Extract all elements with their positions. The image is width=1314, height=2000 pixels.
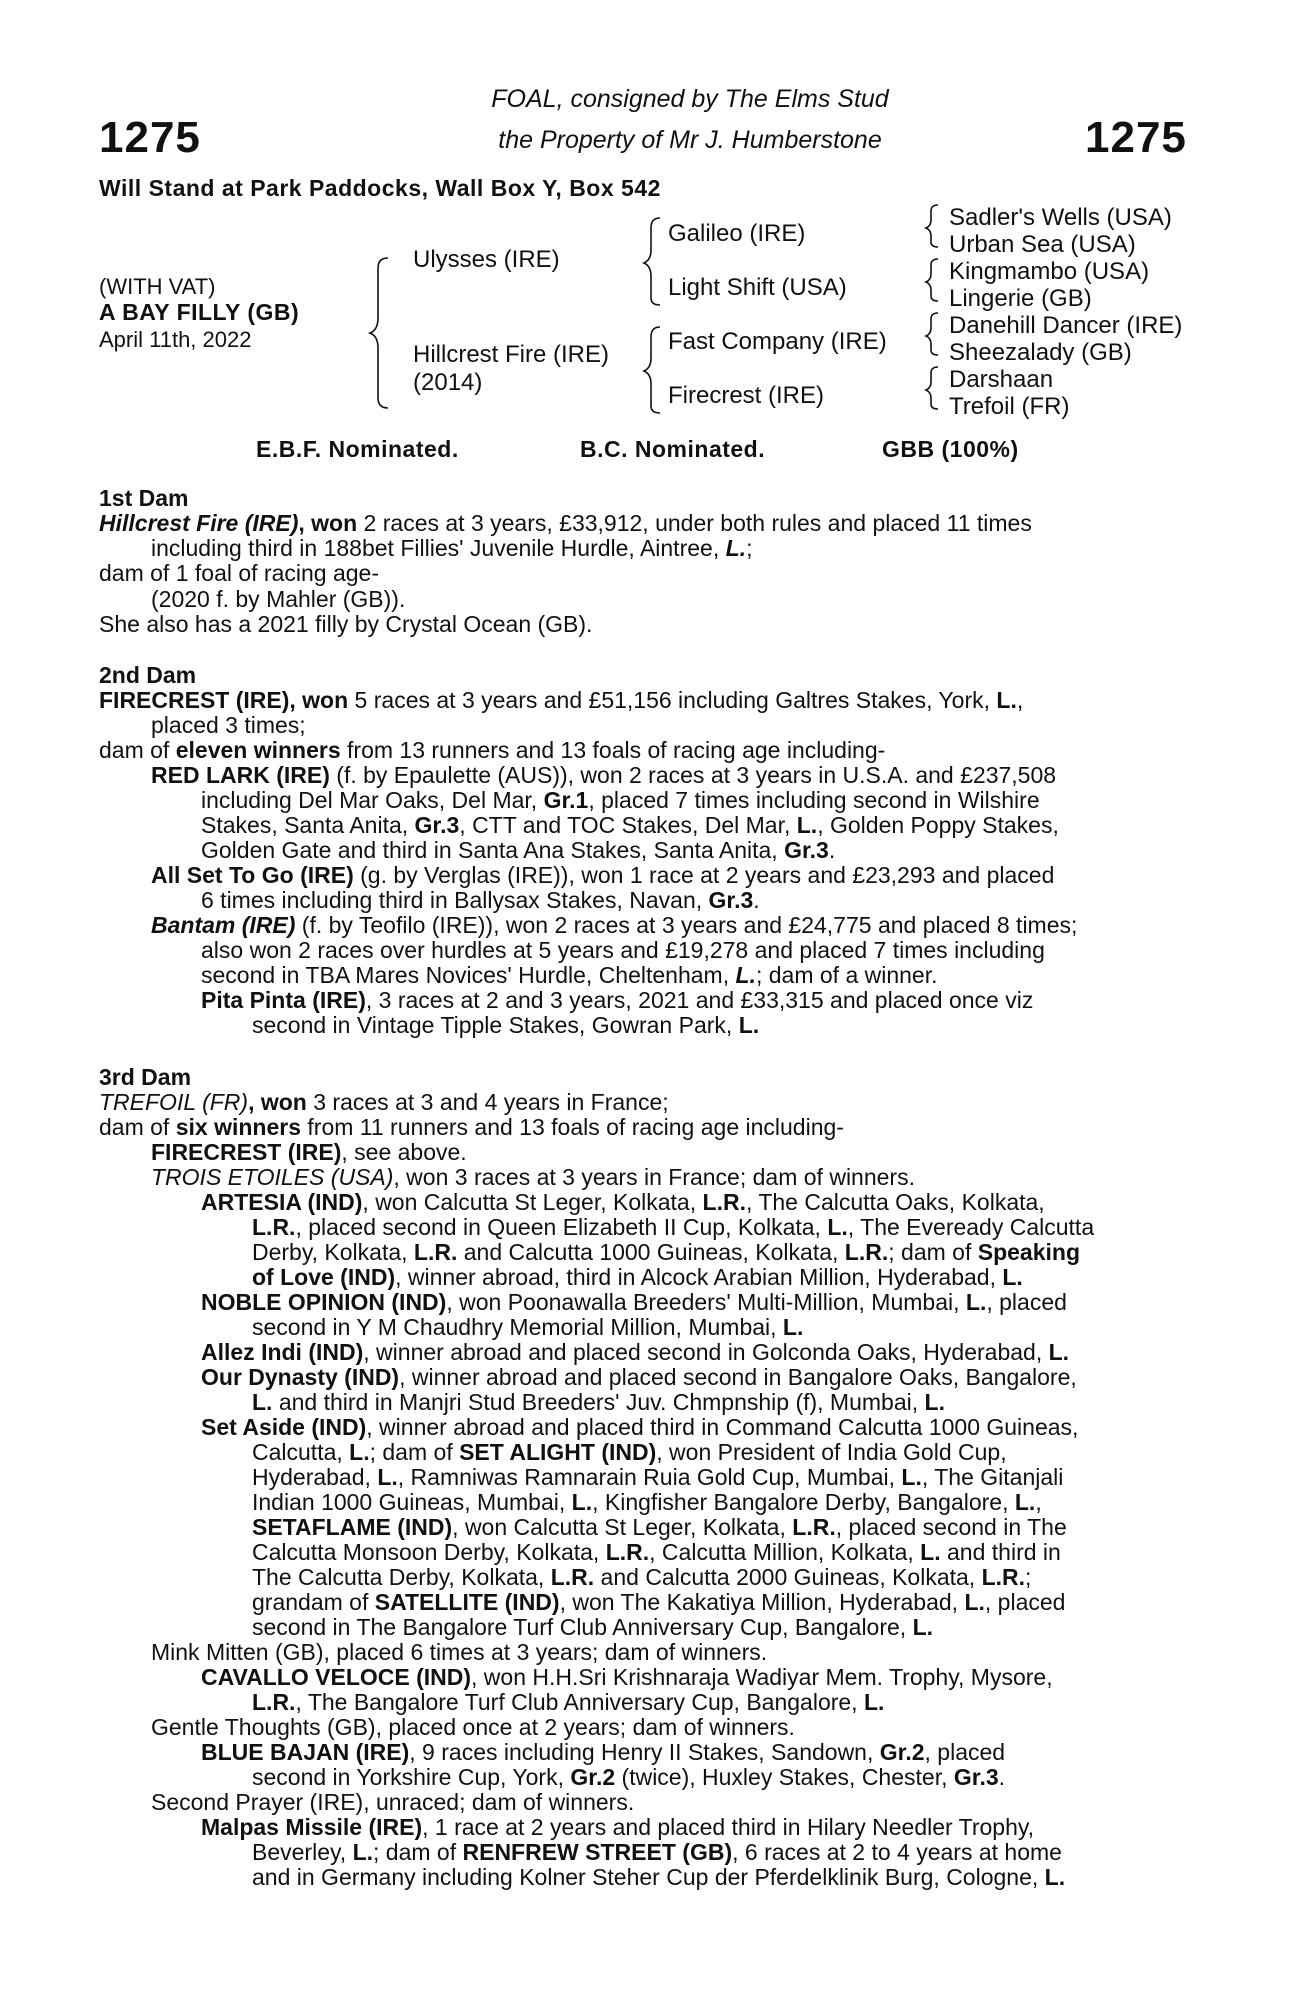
set-aside-line-3: Hyderabad, L., Ramniwas Ramnarain Ruia Gold Cup, Mumbai, L., The Gitanjali [252, 1464, 1064, 1490]
pedigree-sss: Sadler's Wells (USA) [949, 204, 1172, 231]
ebf-nominated: E.B.F. Nominated. [256, 436, 459, 462]
red-lark-line-3: Stakes, Santa Anita, Gr.3, CTT and TOC Stakes, Del Mar, L., Golden Poppy Stakes, [201, 812, 1059, 838]
trois-etoiles: TROIS ETOILES (USA), won 3 races at 3 years in France; dam of winners. [151, 1164, 915, 1190]
set-aside-line-4: Indian 1000 Guineas, Mumbai, L., Kingfisher Bangalore Derby, Bangalore, L., [252, 1489, 1042, 1515]
noble-opinion-line-2: second in Y M Chaudhry Memorial Million, Mumbai, L. [252, 1314, 804, 1340]
set-aside-line-6: Calcutta Monsoon Derby, Kolkata, L.R., Calcutta Million, Kolkata, L. and third in [252, 1539, 1061, 1565]
pedigree-sds: Kingmambo (USA) [949, 258, 1150, 285]
all-set-line-1: All Set To Go (IRE) (g. by Verglas (IRE)), won 1 race at 2 years and £23,293 and placed [151, 862, 1055, 888]
cavallo-veloce-line-2: L.R., The Bangalore Turf Club Anniversary Cup, Bangalore, L. [252, 1689, 885, 1715]
mink-mitten: Mink Mitten (GB), placed 6 times at 3 years; dam of winners. [151, 1639, 768, 1665]
second-dam-title: 2nd Dam [99, 662, 197, 688]
bantam-line-3: second in TBA Mares Novices' Hurdle, Cheltenham, L.; dam of a winner. [201, 962, 938, 988]
pedigree-ddd: Trefoil (FR) [949, 393, 1070, 420]
pedigree-dsd: Sheezalady (GB) [949, 339, 1132, 366]
artesia-line-2: L.R., placed second in Queen Elizabeth II Cup, Kolkata, L., The Eveready Calcutta [252, 1214, 1095, 1240]
malpas-missile-line-1: Malpas Missile (IRE), 1 race at 2 years and placed third in Hilary Needler Trophy, [201, 1814, 1035, 1840]
noble-opinion-line-1: NOBLE OPINION (IND), won Poonawalla Breeders' Multi-Million, Mumbai, L., placed [201, 1289, 1067, 1315]
pedigree-dss: Danehill Dancer (IRE) [949, 312, 1183, 339]
blue-bajan-line-1: BLUE BAJAN (IRE), 9 races including Henry II Stakes, Sandown, Gr.2, placed [201, 1739, 1006, 1765]
malpas-missile-line-3: and in Germany including Kolner Steher Cup der Pferdelklinik Burg, Cologne, L. [252, 1864, 1066, 1890]
stand-line: Will Stand at Park Paddocks, Wall Box Y, Box 542 [99, 175, 661, 201]
pedigree-dam-year: (2014) [413, 369, 483, 396]
first-dam-line-5: She also has a 2021 filly by Crystal Ocean (GB). [99, 611, 593, 637]
gbb-rating: GBB (100%) [882, 436, 1019, 462]
bantam-line-1: Bantam (IRE) (f. by Teofilo (IRE)), won 2 races at 3 years and £24,775 and placed 8 times; [151, 912, 1078, 938]
set-aside-line-8: grandam of SATELLITE (IND), won The Kakatiya Million, Hyderabad, L., placed [252, 1589, 1066, 1615]
pedigree-dds: Darshaan [949, 366, 1054, 393]
red-lark-line-4: Golden Gate and third in Santa Ana Stakes, Santa Anita, Gr.3. [201, 837, 836, 863]
pedigree-dam: Hillcrest Fire (IRE) [413, 341, 609, 368]
pedigree-sire-dam: Light Shift (USA) [668, 274, 847, 301]
first-dam-line-2: including third in 188bet Fillies' Juvenile Hurdle, Aintree, L.; [151, 535, 753, 561]
all-set-line-2: 6 times including third in Ballysax Stakes, Navan, Gr.3. [201, 887, 760, 913]
vat-label: (WITH VAT) [99, 274, 216, 299]
malpas-missile-line-2: Beverley, L.; dam of RENFREW STREET (GB), 6 races at 2 to 4 years at home [252, 1839, 1062, 1865]
second-dam-line-2: placed 3 times; [151, 712, 306, 738]
red-lark-line-1: RED LARK (IRE) (f. by Epaulette (AUS)), won 2 races at 3 years in U.S.A. and £237,508 [151, 762, 1057, 788]
first-dam-line-1: Hillcrest Fire (IRE), won 2 races at 3 years, £33,912, under both rules and placed 11 times [99, 510, 1032, 536]
allez-indi: Allez Indi (IND), winner abroad and placed second in Golconda Oaks, Hyderabad, L. [201, 1339, 1070, 1365]
property-line: the Property of Mr J. Humberstone [498, 126, 882, 154]
consigned-line: FOAL, consigned by The Elms Stud [491, 85, 889, 113]
second-dam-line-3: dam of eleven winners from 13 runners and 13 foals of racing age including- [99, 737, 886, 763]
set-aside-line-1: Set Aside (IND), winner abroad and placed third in Command Calcutta 1000 Guineas, [201, 1414, 1079, 1440]
third-dam-line-1: TREFOIL (FR), won 3 races at 3 and 4 years in France; [99, 1089, 669, 1115]
horse-dob: April 11th, 2022 [99, 327, 252, 352]
lot-number-left: 1275 [99, 113, 201, 162]
third-dam-line-2: dam of six winners from 11 runners and 13 foals of racing age including- [99, 1114, 844, 1140]
pita-pinta-line-1: Pita Pinta (IRE), 3 races at 2 and 3 years, 2021 and £33,315 and placed once viz [201, 987, 1034, 1013]
set-aside-line-9: second in The Bangalore Turf Club Anniversary Cup, Bangalore, L. [252, 1614, 934, 1640]
pedigree-dam-dam: Firecrest (IRE) [668, 382, 824, 409]
pedigree-sire: Ulysses (IRE) [413, 246, 560, 273]
pedigree-dam-sire: Fast Company (IRE) [668, 328, 887, 355]
firecrest-ref: FIRECREST (IRE), see above. [151, 1139, 467, 1165]
pita-pinta-line-2: second in Vintage Tipple Stakes, Gowran Park, L. [252, 1012, 760, 1038]
pedigree-sdd: Lingerie (GB) [949, 285, 1092, 312]
set-aside-line-7: The Calcutta Derby, Kolkata, L.R. and Calcutta 2000 Guineas, Kolkata, L.R.; [252, 1564, 1032, 1590]
second-prayer: Second Prayer (IRE), unraced; dam of winners. [151, 1789, 635, 1815]
cavallo-veloce-line-1: CAVALLO VELOCE (IND), won H.H.Sri Krishnaraja Wadiyar Mem. Trophy, Mysore, [201, 1664, 1053, 1690]
our-dynasty-line-2: L. and third in Manjri Stud Breeders' Juv. Chmpnship (f), Mumbai, L. [252, 1389, 945, 1415]
gentle-thoughts: Gentle Thoughts (GB), placed once at 2 years; dam of winners. [151, 1714, 795, 1740]
horse-name: A BAY FILLY (GB) [99, 299, 300, 325]
set-aside-line-5: SETAFLAME (IND), won Calcutta St Leger, Kolkata, L.R., placed second in The [252, 1514, 1067, 1540]
third-dam-title: 3rd Dam [99, 1064, 192, 1090]
pedigree-ssd: Urban Sea (USA) [949, 231, 1136, 258]
pedigree-sire-sire: Galileo (IRE) [668, 220, 806, 247]
artesia-line-4: of Love (IND), winner abroad, third in Alcock Arabian Million, Hyderabad, L. [252, 1264, 1023, 1290]
bantam-line-2: also won 2 races over hurdles at 5 years and £19,278 and placed 7 times including [201, 937, 1045, 963]
lot-number-right: 1275 [1085, 113, 1187, 162]
red-lark-line-2: including Del Mar Oaks, Del Mar, Gr.1, placed 7 times including second in Wilshire [201, 787, 1040, 813]
artesia-line-1: ARTESIA (IND), won Calcutta St Leger, Kolkata, L.R., The Calcutta Oaks, Kolkata, [201, 1189, 1045, 1215]
blue-bajan-line-2: second in Yorkshire Cup, York, Gr.2 (twice), Huxley Stakes, Chester, Gr.3. [252, 1764, 1006, 1790]
bc-nominated: B.C. Nominated. [580, 436, 766, 462]
artesia-line-3: Derby, Kolkata, L.R. and Calcutta 1000 Guineas, Kolkata, L.R.; dam of Speaking [252, 1239, 1080, 1265]
set-aside-line-2: Calcutta, L.; dam of SET ALIGHT (IND), won President of India Gold Cup, [252, 1439, 1007, 1465]
first-dam-title: 1st Dam [99, 485, 189, 511]
first-dam-line-4: (2020 f. by Mahler (GB)). [151, 586, 406, 612]
first-dam-line-3: dam of 1 foal of racing age- [99, 560, 379, 586]
second-dam-line-1: FIRECREST (IRE), won 5 races at 3 years and £51,156 including Galtres Stakes, York, L., [99, 687, 1024, 713]
our-dynasty-line-1: Our Dynasty (IND), winner abroad and placed second in Bangalore Oaks, Bangalore, [201, 1364, 1077, 1390]
